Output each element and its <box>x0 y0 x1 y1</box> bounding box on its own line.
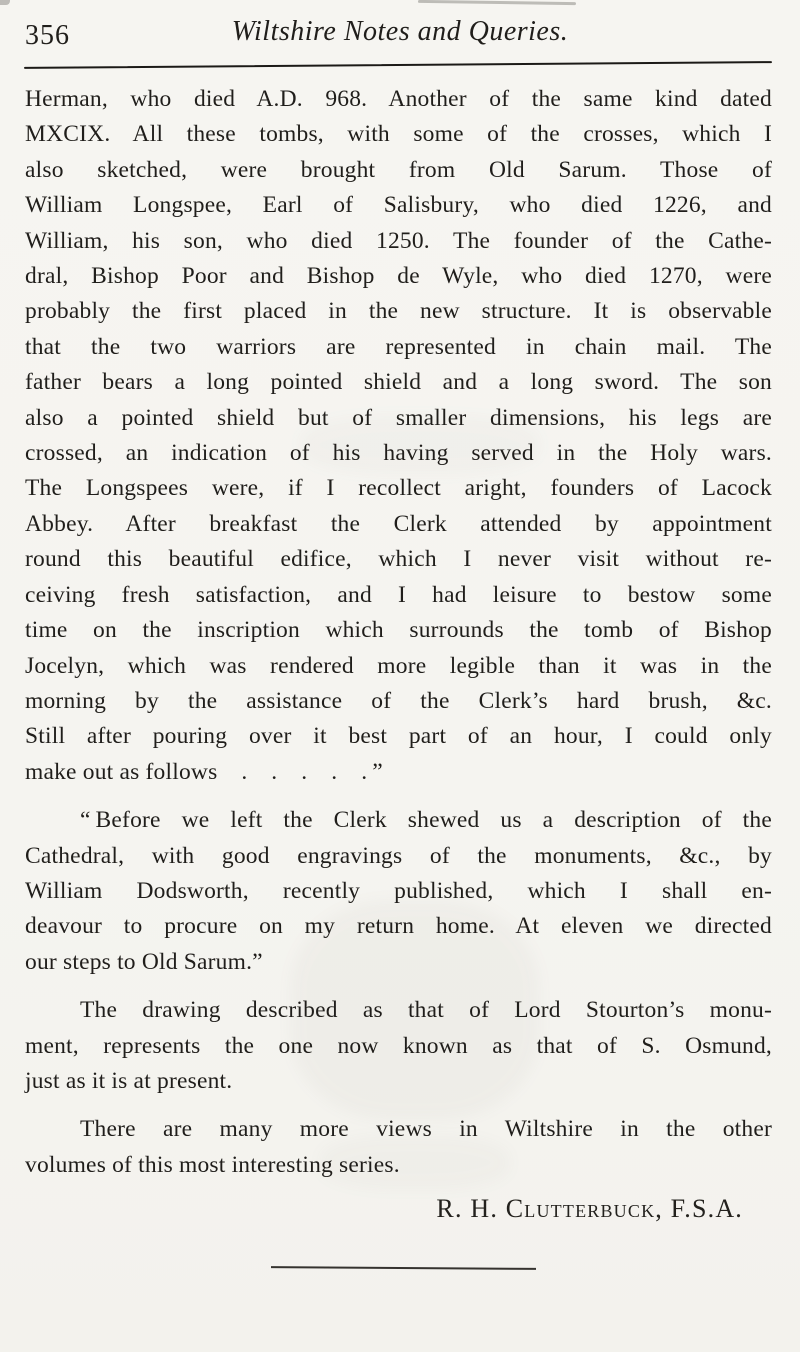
text-line: MXCIX. All these tombs, with some of the crosses, which I <box>25 121 772 148</box>
text-line: “ Before we left the Clerk shewed us a description of the <box>80 807 772 834</box>
text-line: Herman, who died A.D. 968. Another of the same kind dated <box>25 86 772 112</box>
text-line: Cathedral, with good engravings of the monuments, &c., by <box>25 842 772 869</box>
text-line: crossed, an indication of his having served in the Holy wars. <box>25 440 772 467</box>
text-line: probably the first placed in the new structure. It is observable <box>25 298 772 325</box>
text-line: morning by the assistance of the Clerk’s hard brush, &c. <box>25 687 772 714</box>
text-line: volumes of this most interesting series. <box>25 1151 400 1178</box>
paragraph <box>25 803 772 980</box>
text-line: also a pointed shield but of smaller dimensions, his legs are <box>25 404 772 431</box>
scan-scratch-artifact <box>418 0 576 5</box>
paragraph <box>25 993 772 1099</box>
scan-speck-artifact <box>0 0 10 5</box>
header-rule <box>24 61 772 69</box>
running-header-title: Wiltshire Notes and Queries. <box>231 16 569 47</box>
text-line: William Longspee, Earl of Salisbury, who died 1226, and <box>25 192 772 219</box>
paragraph <box>25 82 772 790</box>
author-signature: R. H. Clutterbuck, F.S.A. <box>436 1194 743 1223</box>
text-line: also sketched, were brought from Old Sarum. Those of <box>25 156 772 183</box>
page-number: 356 <box>25 20 70 51</box>
text-line: There are many more views in Wiltshire in the other <box>80 1116 772 1143</box>
text-line: round this beautiful edifice, which I never visit without re- <box>25 546 772 573</box>
text-line: William Dodsworth, recently published, which I shall en- <box>25 877 772 904</box>
text-line: make out as follows . . . . . ” <box>25 758 383 785</box>
text-line: William, his son, who died 1250. The founder of the Cathe- <box>25 227 772 254</box>
text-line: Abbey. After breakfast the Clerk attended by appointment <box>25 510 772 537</box>
text-line: ment, represents the one now known as that of S. Osmund, <box>25 1032 772 1059</box>
text-line: that the two warriors are represented in chain mail. The <box>25 333 772 360</box>
text-line: Still after pouring over it best part of an hour, I could only <box>25 723 772 750</box>
paragraph <box>25 1112 772 1183</box>
text-line: deavour to procure on my return home. At eleven we directed <box>25 913 772 940</box>
text-line: father bears a long pointed shield and a long sword. The son <box>25 369 772 396</box>
section-end-rule <box>271 1266 536 1270</box>
text-line: just as it is at present. <box>25 1067 233 1094</box>
text-line: time on the inscription which surrounds the tomb of Bishop <box>25 617 772 644</box>
text-line: ceiving fresh satisfaction, and I had leisure to bestow some <box>25 581 772 608</box>
text-line: Jocelyn, which was rendered more legible than it was in the <box>25 652 772 679</box>
page-body <box>25 82 772 1183</box>
text-line: The drawing described as that of Lord Stourton’s monu- <box>80 997 772 1024</box>
text-line: our steps to Old Sarum.” <box>25 948 263 975</box>
text-line: The Longspees were, if I recollect aright, founders of Lacock <box>25 475 772 502</box>
text-line: dral, Bishop Poor and Bishop de Wyle, who died 1270, were <box>25 263 772 290</box>
